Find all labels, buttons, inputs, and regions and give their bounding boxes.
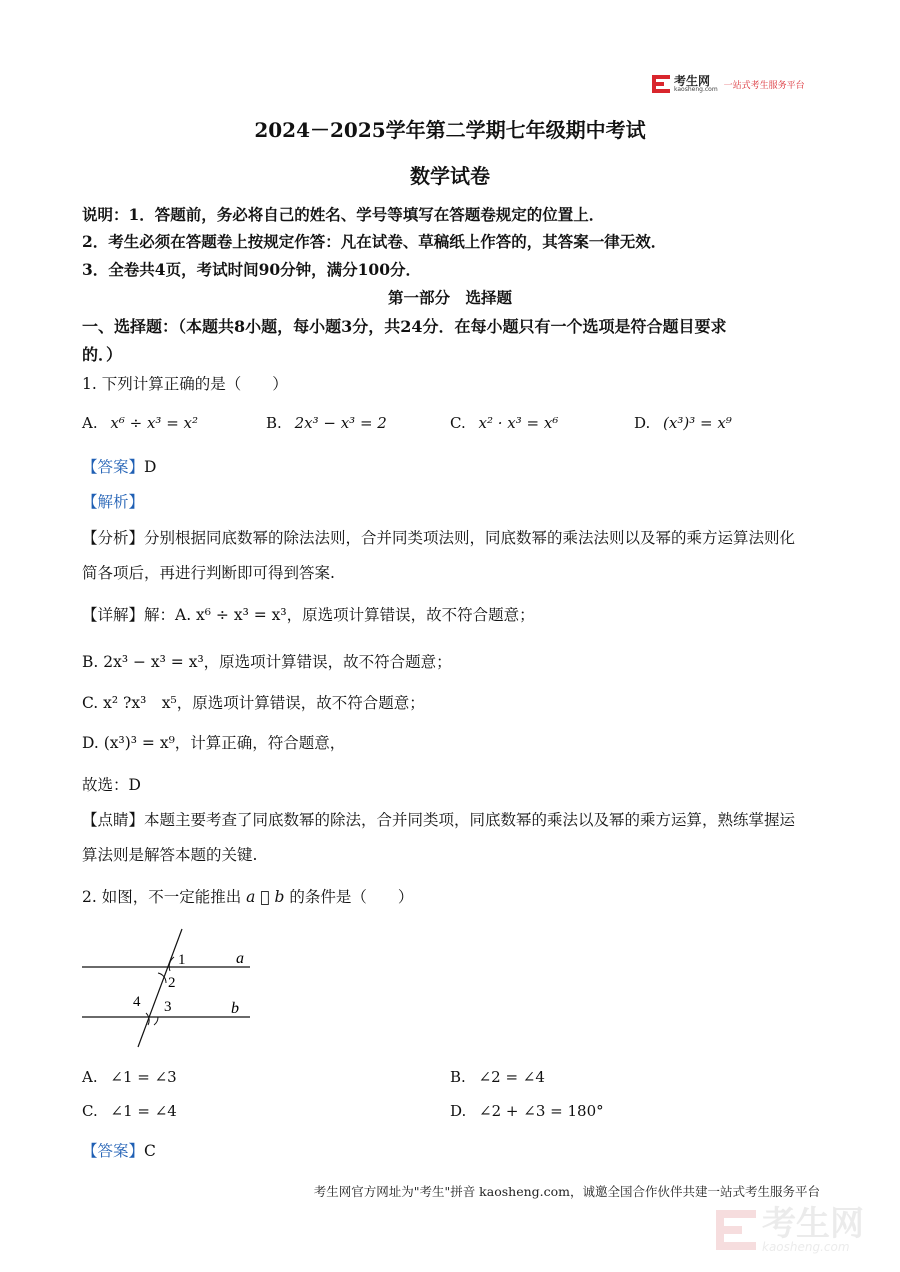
logo-url: kaosheng.com	[674, 86, 718, 93]
q1-detail-line-4: D. (x³)³ = x⁹，计算正确，符合题意，	[82, 734, 346, 752]
q1-option-b-text: 2x³ − x³ = 2	[294, 414, 387, 432]
logo-name: 考生网	[674, 74, 711, 88]
q2-option-b-text: ∠2 = ∠4	[478, 1068, 545, 1086]
q2-option-a-text: ∠1 = ∠3	[110, 1068, 177, 1086]
q2-stem-post: 的条件是（ ）	[289, 888, 414, 906]
q1-dianjing-line-1: 【点睛】本题主要考查了同底数幂的除法，合并同类项，同底数幂的乘法以及幂的乘方运算，熟练掌握运	[82, 811, 796, 829]
header-logo	[652, 72, 805, 96]
instruction-1: 说明：1．答题前，务必将自己的姓名、学号等填写在答题卷规定的位置上．	[82, 205, 605, 224]
kaosheng-logo-icon	[652, 75, 670, 93]
q2-answer-value: C	[144, 1142, 156, 1160]
q1-choice: 故选：D	[82, 776, 141, 794]
label-2: 2	[168, 975, 176, 991]
q1-analysis-tag: 【解析】	[82, 493, 145, 511]
q1-option-d-label: D.	[634, 414, 651, 432]
q1-option-b	[266, 414, 387, 432]
instruction-2: 2．考生必须在答题卷上按规定作答：凡在试卷、草稿纸上作答的，其答案一律无效．	[82, 232, 667, 251]
q1-fenxi-line-1: 【分析】分别根据同底数幂的除法法则，合并同类项法则，同底数幂的乘法法则以及幂的乘方运算法则化	[82, 529, 796, 547]
page-subtitle: 数学试卷	[410, 164, 490, 188]
footer-text: 考生网官方网址为"考生"拼音 kaosheng.com，诚邀全国合作伙伴共建一站式考生服务平台	[313, 1184, 820, 1199]
q1-option-c-label: C.	[450, 414, 466, 432]
watermark-name: 考生网	[762, 1204, 864, 1244]
q2-option-b-label: B.	[450, 1068, 466, 1086]
logo-slogan: 一站式考生服务平台	[723, 80, 805, 91]
section-heading-line-2: 的．）	[82, 345, 123, 364]
label-3: 3	[164, 999, 172, 1015]
q1-answer-value: D	[144, 458, 157, 476]
watermark-logo-icon	[716, 1210, 756, 1250]
q2-option-c-label: C.	[82, 1102, 98, 1120]
q2-option-d-text: ∠2 + ∠3 = 180°	[479, 1102, 604, 1120]
q1-option-d	[634, 414, 732, 432]
section-heading-line-1: 一、选择题：（本题共8小题，每小题3分，共24分．在每小题只有一个选项是符合题目要求	[82, 317, 727, 336]
watermark-url: kaosheng.com	[762, 1240, 850, 1254]
q1-dianjing-line-2: 算法则是解答本题的关键.	[82, 846, 258, 864]
q2-option-a-label: A.	[82, 1068, 98, 1086]
label-4: 4	[133, 994, 141, 1010]
q2-stem-pre: 2. 如图，不一定能推出	[82, 888, 242, 906]
angle-arc-1	[169, 957, 174, 971]
q2-option-d	[450, 1102, 604, 1120]
q1-option-a-text: x⁶ ÷ x³ = x²	[110, 414, 199, 432]
q1-option-a	[82, 414, 198, 432]
q2-option-c-text: ∠1 = ∠4	[110, 1102, 177, 1120]
q2-option-a	[82, 1068, 177, 1086]
q1-option-b-label: B.	[266, 414, 282, 432]
q2-stem	[82, 885, 413, 907]
q1-option-c-text: x² · x³ = x⁶	[478, 414, 559, 432]
q2-stem-math: a ⃞ b	[246, 888, 285, 906]
q1-detail-line-3: C. x² ?x³ x⁵，原选项计算错误，故不符合题意；	[82, 694, 425, 712]
q1-option-a-label: A.	[82, 414, 98, 432]
q1-stem: 1. 下列计算正确的是（ ）	[82, 375, 288, 393]
q2-option-b	[450, 1068, 545, 1086]
q1-answer-tag: 【答案】	[82, 458, 145, 476]
q2-answer-tag: 【答案】	[82, 1142, 145, 1160]
q1-detail-line-1: 【详解】解：A. x⁶ ÷ x³ = x³，原选项计算错误，故不符合题意；	[82, 606, 535, 624]
watermark	[716, 1200, 886, 1260]
angle-arc-3	[154, 1017, 158, 1025]
q1-option-c	[450, 414, 558, 432]
part-title: 第一部分 选择题	[387, 288, 512, 307]
q2-answer	[82, 1139, 156, 1161]
instruction-3: 3．全卷共4页，考试时间90分钟，满分100分．	[82, 260, 421, 279]
label-b: b	[231, 1000, 239, 1017]
q1-option-d-text: (x³)³ = x⁹	[663, 414, 732, 432]
q1-detail-line-2: B. 2x³ − x³ = x³，原选项计算错误，故不符合题意；	[82, 653, 452, 671]
page-title: 2024－2025学年第二学期七年级期中考试	[254, 118, 646, 142]
label-a: a	[236, 950, 244, 967]
q2-option-c	[82, 1102, 177, 1120]
q2-figure	[78, 925, 258, 1050]
label-1: 1	[178, 952, 186, 968]
q1-fenxi-line-2: 简各项后，再进行判断即可得到答案.	[82, 564, 335, 582]
q1-answer	[82, 455, 156, 477]
q2-option-d-label: D.	[450, 1102, 467, 1120]
